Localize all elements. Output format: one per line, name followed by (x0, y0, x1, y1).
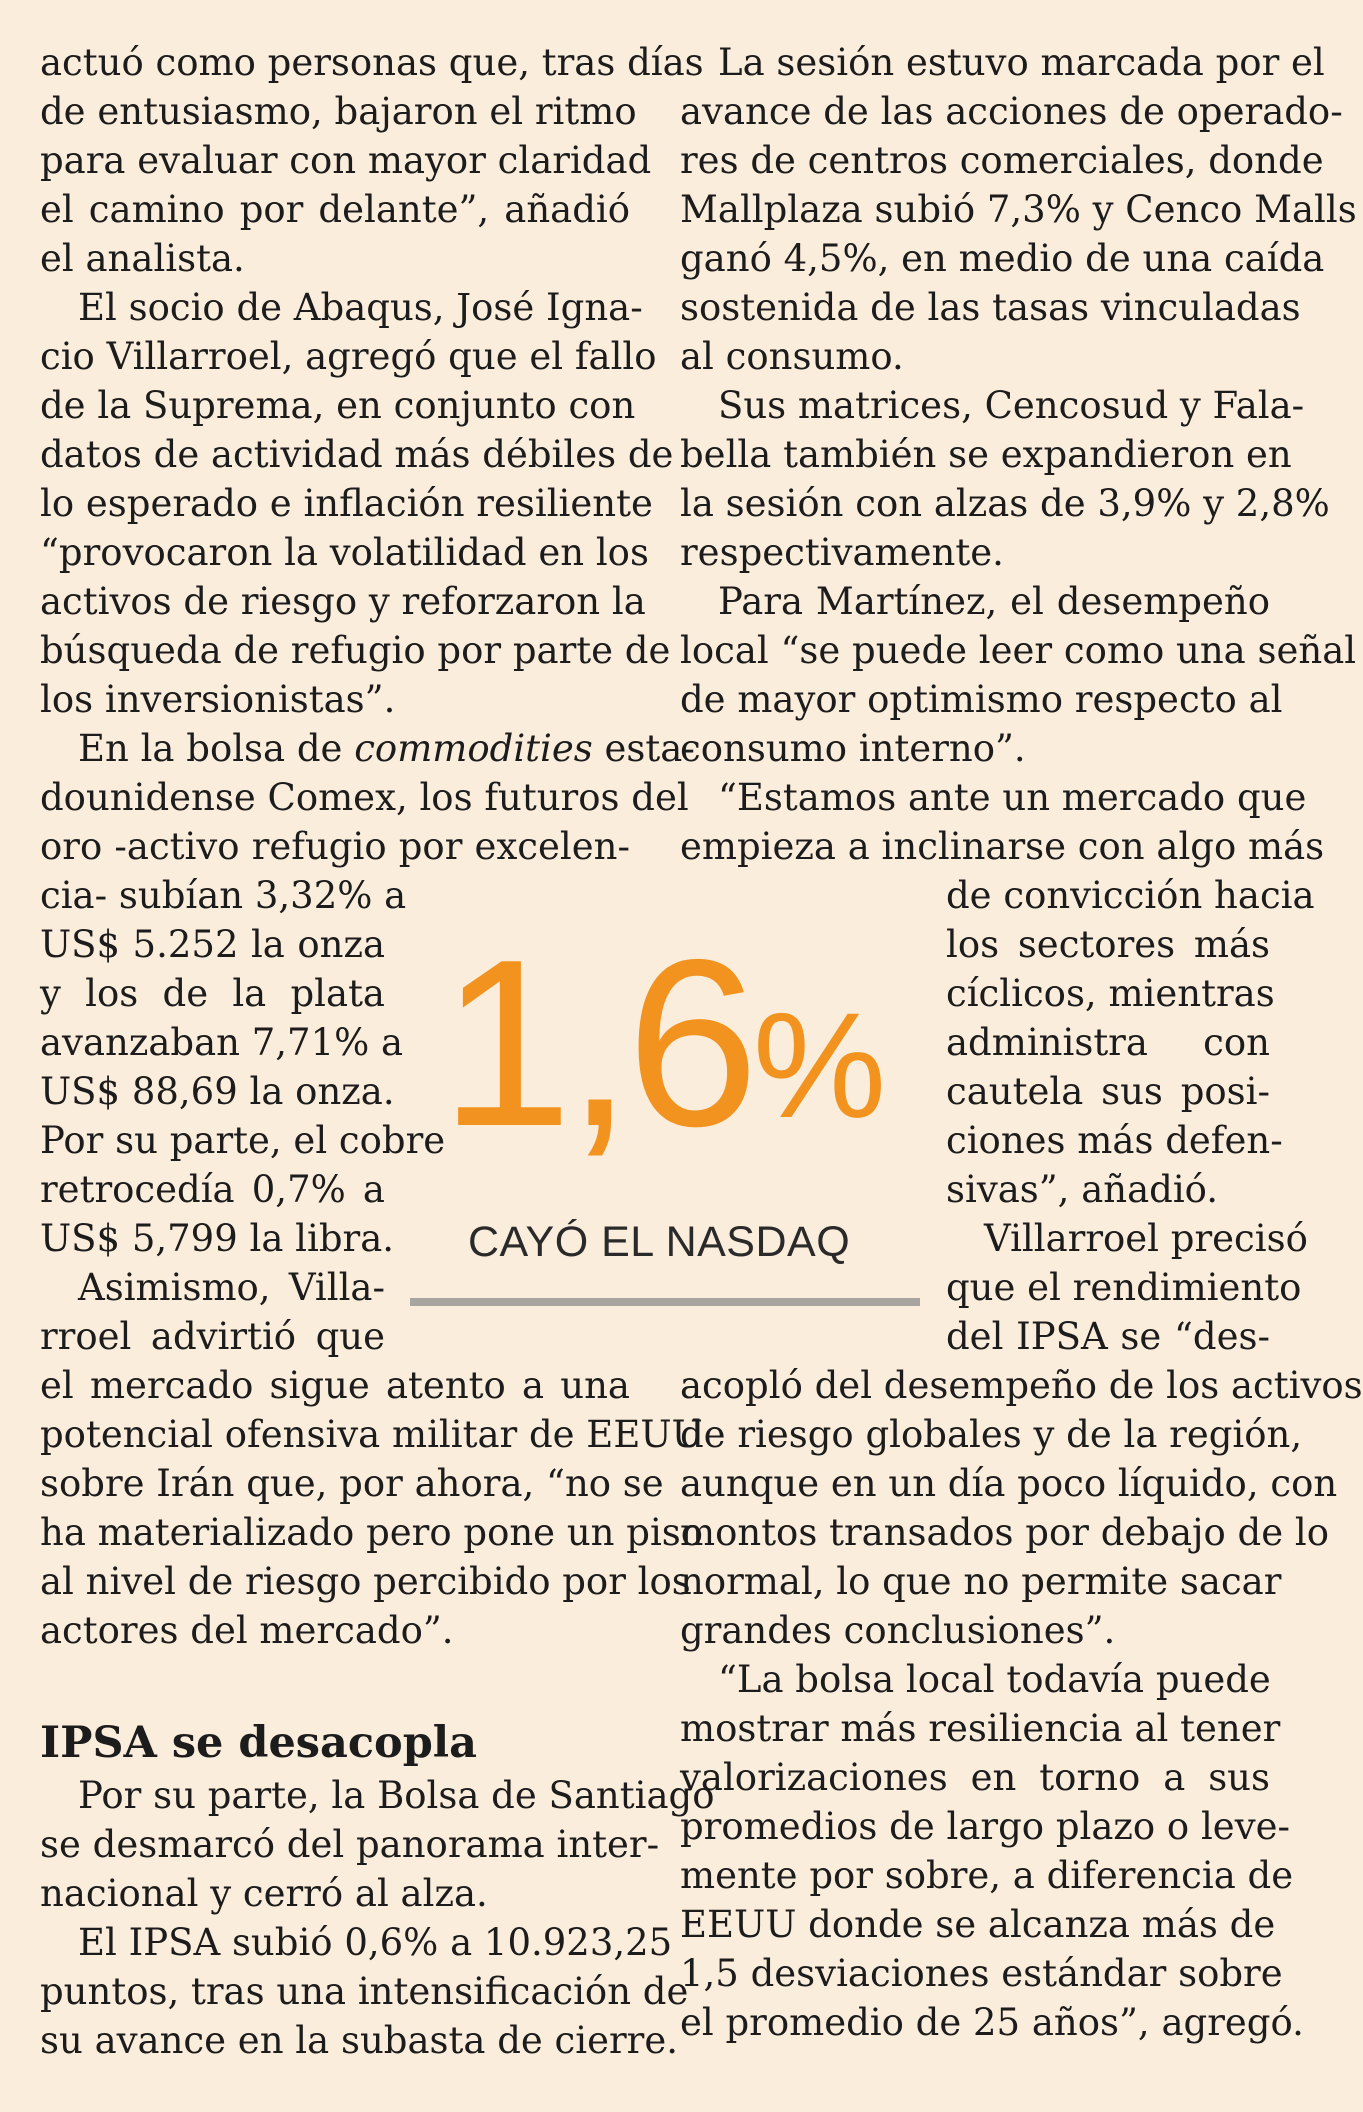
stat-label: CAYÓ EL NASDAQ (468, 1218, 851, 1266)
text-line: aunque en un día poco líquido, con (680, 1462, 1338, 1505)
text-line: La sesión estuvo marcada por el (718, 41, 1325, 84)
text-line: sobre Irán que, por ahora, “no se (40, 1462, 664, 1505)
text-line: US$ 88,69 la onza. (40, 1070, 395, 1113)
text-line: y los de la plata (40, 972, 385, 1015)
stat-divider (410, 1298, 920, 1306)
text-line: “La bolsa local todavía puede (718, 1658, 1271, 1701)
text-line: al consumo. (680, 335, 904, 378)
text-line: En la bolsa de commodities esta- (78, 727, 695, 770)
text-line: ciones más defen- (946, 1119, 1283, 1162)
text-line: puntos, tras una intensificación de (40, 1970, 689, 2013)
text-line: el mercado sigue atento a una (40, 1364, 630, 1407)
text-line: dounidense Comex, los futuros del (40, 776, 689, 819)
text-line: el camino por delante”, añadió (40, 188, 630, 231)
text-line: los sectores más (946, 923, 1270, 966)
text-line: Sus matrices, Cencosud y Fala- (718, 384, 1305, 427)
text-line: sostenida de las tasas vinculadas (680, 286, 1301, 329)
text-line: sivas”, añadió. (946, 1168, 1219, 1211)
text-line: respectivamente. (680, 531, 1004, 574)
text-line: los inversionistas”. (40, 678, 396, 721)
text-line: lo esperado e inflación resiliente (40, 482, 653, 525)
text-line: cautela sus posi- (946, 1070, 1270, 1113)
text-line: local “se puede leer como una señal (680, 629, 1357, 672)
text-line: su avance en la subasta de cierre. (40, 2019, 679, 2062)
text-line: de convicción hacia (946, 874, 1315, 917)
text-line: ganó 4,5%, en medio de una caída (680, 237, 1325, 280)
text-line: cia- subían 3,32% a (40, 874, 407, 917)
text-line: “Estamos ante un mercado que (718, 776, 1307, 819)
text-line: potencial ofensiva militar de EEUU (40, 1413, 703, 1456)
text-line: valorizaciones en torno a sus (680, 1756, 1270, 1799)
text-line: res de centros comerciales, donde (680, 139, 1324, 182)
text-line: cio Villarroel, agregó que el fallo (40, 335, 657, 378)
text-line: Para Martínez, el desempeño (718, 580, 1270, 623)
text-line: acopló del desempeño de los activos (680, 1364, 1363, 1407)
text-line: se desmarcó del panorama inter- (40, 1823, 660, 1866)
text-line: actuó como personas que, tras días (40, 41, 704, 84)
text-line: mostrar más resiliencia al tener (680, 1707, 1281, 1750)
text-line: bella también se expandieron en (680, 433, 1292, 476)
stat-callout (440, 911, 887, 1176)
text-line: Villarroel precisó (984, 1217, 1308, 1260)
text-line: administra con (946, 1021, 1270, 1064)
text-line: ha materializado pero pone un piso (40, 1511, 704, 1554)
text-line: US$ 5,799 la libra. (40, 1217, 395, 1260)
text-line: EEUU donde se alcanza más de (680, 1903, 1276, 1946)
text-line: empieza a inclinarse con algo más (680, 825, 1325, 868)
text-line: datos de actividad más débiles de (40, 433, 674, 476)
text-line: Por su parte, el cobre (40, 1119, 446, 1162)
stat-percent-sign: % (752, 981, 887, 1149)
text-line: que el rendimiento (946, 1266, 1302, 1309)
text-line: oro -activo refugio por excelen- (40, 825, 630, 868)
text-line: retrocedía 0,7% a (40, 1168, 385, 1211)
text-line: El socio de Abaqus, José Igna- (78, 286, 643, 329)
text-line: Asimismo, Villa- (78, 1266, 385, 1309)
text-line: de la Suprema, en conjunto con (40, 384, 636, 427)
text-line: para evaluar con mayor claridad (40, 139, 652, 182)
text-line: US$ 5.252 la onza (40, 923, 385, 966)
text-line: avance de las acciones de operado- (680, 90, 1343, 133)
text-line: normal, lo que no permite sacar (680, 1560, 1282, 1603)
text-line: nacional y cerró al alza. (40, 1872, 488, 1915)
text-line: la sesión con alzas de 3,9% y 2,8% (680, 482, 1330, 525)
text-line: de mayor optimismo respecto al (680, 678, 1283, 721)
text-line: “provocaron la volatilidad en los (40, 531, 649, 574)
text-line: consumo interno”. (680, 727, 1026, 770)
text-line: activos de riesgo y reforzaron la (40, 580, 646, 623)
text-line: cíclicos, mientras (946, 972, 1275, 1015)
text-line: grandes conclusiones”. (680, 1609, 1116, 1652)
text-line: promedios de largo plazo o leve- (680, 1805, 1290, 1848)
text-line: actores del mercado”. (40, 1609, 454, 1652)
text-line: El IPSA subió 0,6% a 10.923,25 (78, 1921, 673, 1964)
section-heading: IPSA se desacopla (40, 1718, 477, 1768)
text-line: avanzaban 7,71% a (40, 1021, 404, 1064)
text-line: el promedio de 25 años”, agregó. (680, 2001, 1304, 2044)
text-line: de entusiasmo, bajaron el ritmo (40, 90, 637, 133)
stat-number: 1,6 (440, 911, 753, 1176)
text-line: Por su parte, la Bolsa de Santiago (78, 1774, 715, 1817)
text-line: el analista. (40, 237, 245, 280)
text-line: al nivel de riesgo percibido por los (40, 1560, 691, 1603)
text-line: rroel advirtió que (40, 1315, 385, 1358)
text-line: de riesgo globales y de la región, (680, 1413, 1303, 1456)
text-line: búsqueda de refugio por parte de (40, 629, 671, 672)
text-line: mente por sobre, a diferencia de (680, 1854, 1294, 1897)
text-line: 1,5 desviaciones estándar sobre (680, 1952, 1283, 1995)
text-line: montos transados por debajo de lo (680, 1511, 1329, 1554)
text-line: del IPSA se “des- (946, 1315, 1270, 1358)
text-line: Mallplaza subió 7,3% y Cenco Malls (680, 188, 1357, 231)
